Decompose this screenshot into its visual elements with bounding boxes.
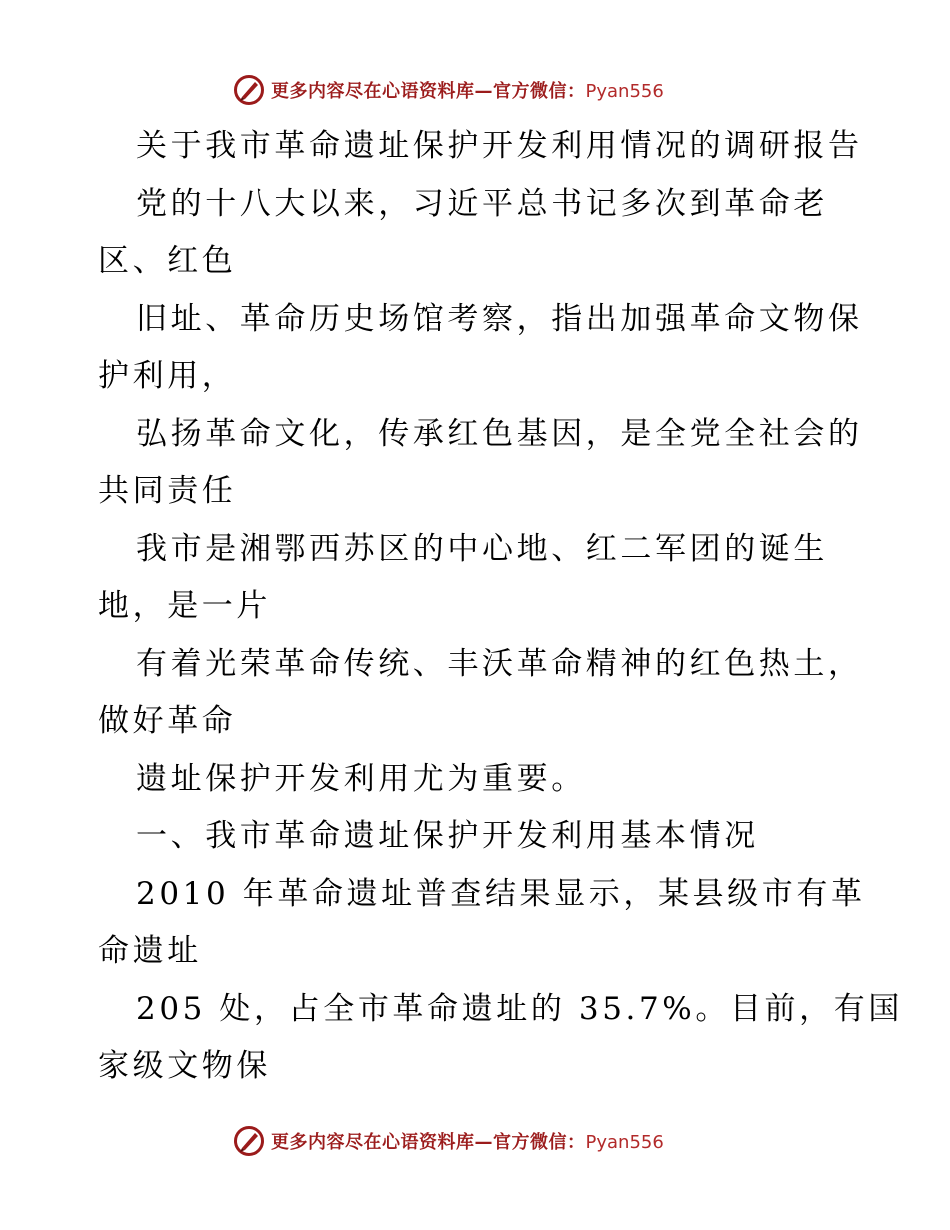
text-line: 205 处，占全市革命遗址的 35.7%。目前，有国 [136,990,903,1027]
text-line: 区、红色 [98,243,237,279]
text-line: 2010 年革命遗址普查结果显示，某县级市有革 [136,875,866,912]
document-body [98,118,903,1096]
text-line: 弘扬革命文化，传承红色基因，是全党全社会的 [136,415,863,452]
section-heading: 一、我市革命遗址保护开发利用基本情况 [136,818,759,854]
text-line: 地，是一片 [98,588,271,624]
text-line: 共同责任 [98,473,237,509]
text-line: 旧址、革命历史场馆考察，指出加强革命文物保 [136,300,863,337]
text-line: 有着光荣革命传统、丰沃革命精神的红色热土， [136,645,863,682]
text-line: 遗址保护开发利用尤为重要。 [136,760,586,797]
text-line: 党的十八大以来，习近平总书记多次到革命老 [136,185,828,222]
text-line: 我市是湘鄂西苏区的中心地、红二军团的诞生 [136,530,828,567]
text-line: 家级文物保 [98,1048,271,1084]
watermark-id: Pyan556 [585,1132,664,1153]
watermark-id: Pyan556 [585,81,664,102]
footer-watermark [233,1124,664,1158]
quill-logo-icon [233,74,265,106]
text-line: 命遗址 [98,933,202,969]
text-line: 做好革命 [98,703,237,739]
header-watermark [233,73,664,107]
report-title: 关于我市革命遗址保护开发利用情况的调研报告 [136,128,863,164]
text-line: 护利用， [98,358,237,394]
watermark-text: 更多内容尽在心语资料库—官方微信： [271,1132,586,1153]
watermark-text: 更多内容尽在心语资料库—官方微信： [271,81,586,102]
quill-logo-icon [233,1125,265,1157]
